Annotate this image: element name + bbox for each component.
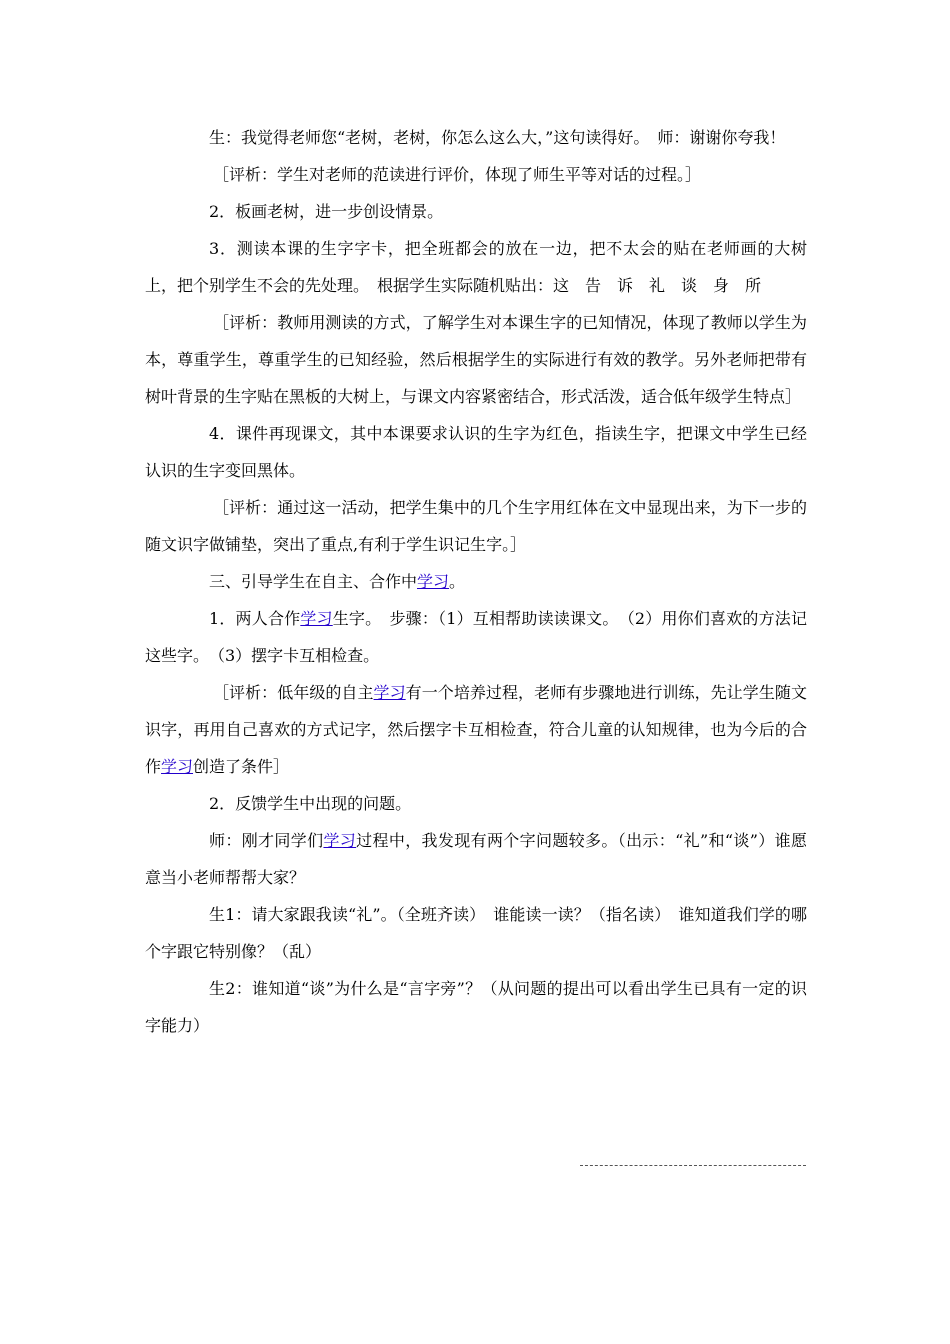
- paragraph-text: 有一个培养过程，老师有步骤地进行训练，先让学生随文识字，再用自己喜欢的方式记字，然后摆字卡互相检查，符合儿童的认知规律，也为今后的合作: [145, 683, 807, 776]
- paragraph-p4: [145, 230, 807, 304]
- paragraph-text: 生：我觉得老师您“老树，老树，你怎么这么大，”这句读得好。 师：谢谢你夸我！: [209, 128, 786, 147]
- paragraph-p10: [145, 674, 807, 785]
- paragraph-text: ［评析：低年级的自主: [213, 683, 374, 702]
- link-xuexi[interactable]: 学习: [300, 609, 333, 628]
- paragraph-p6: [145, 415, 807, 489]
- paragraph-text: 生1：请大家跟我读“礼”。（全班齐读） 谁能读一读？（指名读） 谁知道我们学的哪个字跟它特别像？（乱）: [145, 905, 807, 961]
- paragraph-text: 1．两人合作: [209, 609, 301, 628]
- link-xuexi[interactable]: 学习: [161, 757, 194, 776]
- footer-divider: [580, 1165, 806, 1166]
- paragraph-text: 生字。 步骤：（1）互相帮助读读课文。 （2）用你们喜欢的方法记这些字。 （3）摆字卡互相检查。: [145, 609, 807, 665]
- paragraph-text: ［评析：学生对老师的范读进行评价，体现了师生平等对话的过程。］: [213, 165, 702, 184]
- paragraph-text: 过程中，我发现有两个字问题较多。（出示：“礼”和“谈”）谁愿意当小老师帮帮大家？: [145, 831, 807, 887]
- paragraph-p1: [145, 119, 807, 156]
- paragraph-text: ［评析：教师用测读的方式，了解学生对本课生字的已知情况，体现了教师以学生为本，尊重学生，尊重学生的已知经验，然后根据学生的实际进行有效的教学。另外老师把带有树叶背景的生字贴在黑板的大树上，与课文内容紧密结合，形式活泼，适合低年级学生特点］: [145, 313, 807, 406]
- paragraph-text: 3．测读本课的生字字卡，把全班都会的放在一边，把不太会的贴在老师画的大树上，把个别学生不会的先处理。 根据学生实际随机贴出：这 告 诉 礼 谈 身 所: [145, 239, 807, 295]
- paragraph-text: 4．课件再现课文，其中本课要求认识的生字为红色，指读生字，把课文中学生已经认识的生字变回黑体。: [145, 424, 807, 480]
- paragraph-p14: [145, 970, 807, 1044]
- paragraph-text: 2．板画老树，进一步创设情景。: [209, 202, 444, 221]
- paragraph-p12: [145, 822, 807, 896]
- paragraph-p3: [145, 193, 807, 230]
- paragraph-p11: [145, 785, 807, 822]
- paragraph-text: 创造了条件］: [193, 757, 290, 776]
- paragraph-text: 生2：谁知道“谈”为什么是“言字旁”？（从问题的提出可以看出学生已具有一定的识字能力）: [145, 979, 807, 1035]
- paragraph-text: 。: [449, 572, 466, 591]
- link-xuexi[interactable]: 学习: [373, 683, 406, 702]
- paragraph-p8: [145, 563, 807, 600]
- link-xuexi[interactable]: 学习: [323, 831, 357, 850]
- paragraph-p7: [145, 489, 807, 563]
- paragraph-text: 三、引导学生在自主、合作中: [209, 572, 418, 591]
- paragraph-p13: [145, 896, 807, 970]
- paragraph-text: ［评析：通过这一活动，把学生集中的几个生字用红体在文中显现出来，为下一步的随文识字做铺垫，突出了重点,有利于学生识记生字。］: [145, 498, 807, 554]
- paragraph-p5: [145, 304, 807, 415]
- paragraph-p2: [145, 156, 807, 193]
- document-body: [145, 119, 807, 1044]
- link-xuexi[interactable]: 学习: [417, 572, 450, 591]
- paragraph-text: 2．反馈学生中出现的问题。: [209, 794, 412, 813]
- paragraph-p9: [145, 600, 807, 674]
- paragraph-text: 师：刚才同学们: [209, 831, 324, 850]
